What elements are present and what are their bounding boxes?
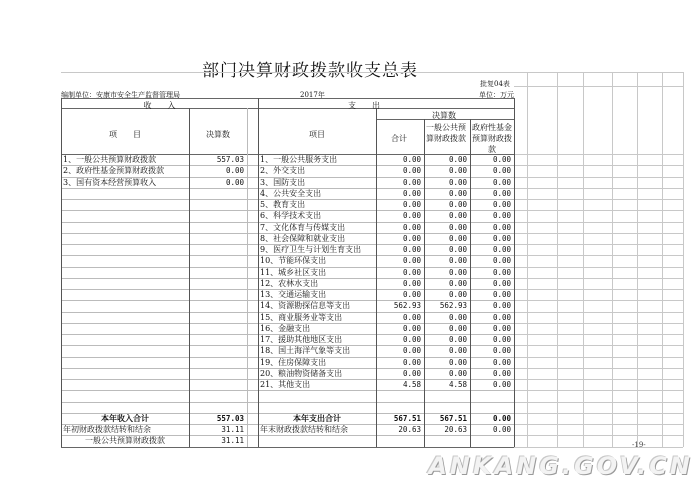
row-income-value [189, 379, 244, 390]
row-income-value [189, 210, 244, 221]
row-general-value: 0.00 [448, 211, 467, 221]
grid-line [61, 98, 514, 99]
grid-line [514, 300, 683, 301]
summary-general-value: 567.51 [439, 413, 467, 423]
row-fund-value: 0.00 [492, 245, 511, 254]
row-income-item: 2、政府性基金预算财政拨款 [63, 166, 165, 176]
row-expense-item: 6、科学技术支出 [260, 211, 322, 221]
row-general-value: 0.00 [448, 312, 467, 322]
row-fund-value: 0.00 [492, 267, 511, 277]
summary-total-value: 20.63 [398, 425, 421, 434]
row-total-value: 0.00 [402, 335, 421, 344]
grid-line [514, 98, 515, 447]
row-fund-value: 0.00 [492, 335, 511, 344]
summary-general-value [424, 435, 467, 446]
summary-income-value: 31.11 [221, 436, 244, 446]
grid-line [258, 98, 259, 447]
row-general-value: 0.00 [448, 368, 467, 378]
summary-income-item: 本年收入合计 [101, 412, 149, 423]
row-fund-value: 0.00 [492, 166, 511, 176]
row-income-value [189, 222, 244, 233]
grid-line [514, 424, 683, 425]
row-income-value [189, 368, 244, 379]
row-general-value: 0.00 [448, 335, 467, 344]
unit-label: 单位：万元 [479, 91, 514, 99]
row-income-item [63, 357, 187, 368]
row-fund-value: 0.00 [492, 188, 511, 198]
row-expense-item: 5、教育支出 [260, 200, 306, 209]
income-item-header: 项 目 [109, 130, 141, 139]
grid-line [514, 357, 683, 358]
row-income-value [189, 199, 244, 210]
row-general-value: 0.00 [448, 267, 467, 277]
row-total-value: 562.93 [393, 301, 421, 311]
row-total-value: 0.00 [402, 278, 421, 288]
row-expense-item: 9、医疗卫生与计划生育支出 [260, 245, 362, 254]
grid-line [514, 368, 683, 369]
grid-line [514, 154, 683, 155]
row-fund-value: 0.00 [492, 346, 511, 356]
row-total-value: 0.00 [402, 368, 421, 378]
row-expense-item: 2、外交支出 [260, 166, 306, 176]
row-income-item [63, 199, 187, 210]
row-income-item: 3、国有资本经营预算收入 [63, 177, 157, 187]
row-income-value [189, 357, 244, 368]
income-header: 收 入 [143, 101, 176, 110]
row-total-value: 4.58 [402, 380, 421, 389]
row-income-value [189, 289, 244, 300]
form-number: 批复04表 [480, 80, 510, 88]
summary-expense-item: 年末财政拨款结转和结余 [260, 425, 348, 434]
grid-line [514, 278, 683, 279]
row-general-value: 0.00 [448, 177, 467, 187]
row-income-item [63, 244, 187, 255]
grid-line [61, 72, 683, 73]
grid-line [514, 86, 683, 87]
row-expense-item: 1、一般公共服务支出 [260, 155, 338, 164]
row-income-item [63, 368, 187, 379]
row-total-value: 0.00 [402, 166, 421, 176]
summary-income-value: 31.11 [221, 425, 244, 434]
grid-line [514, 177, 683, 178]
summary-fund-value: 0.00 [492, 425, 511, 434]
row-fund-value: 0.00 [492, 323, 511, 333]
row-income-value [189, 233, 244, 244]
page-number: -19- [632, 441, 646, 449]
row-fund-value: 0.00 [492, 222, 511, 232]
row-fund-value: 0.00 [492, 177, 511, 187]
row-general-value: 0.00 [448, 290, 467, 299]
row-income-item: 1、一般公共预算财政拨款 [63, 155, 157, 164]
row-general-value: 0.00 [448, 233, 467, 243]
row-general-value: 0.00 [448, 200, 467, 209]
row-total-value: 0.00 [402, 290, 421, 299]
row-expense-item: 16、金融支出 [260, 323, 311, 333]
row-general-value: 0.00 [448, 188, 467, 198]
grid-line [61, 447, 514, 448]
grid-line [514, 165, 683, 166]
summary-general-value: 20.63 [444, 425, 467, 434]
row-total-value: 0.00 [402, 267, 421, 277]
expense-item-header: 项目 [309, 130, 325, 139]
row-income-item [63, 210, 187, 221]
row-total-value: 0.00 [402, 233, 421, 243]
row-general-value: 0.00 [448, 323, 467, 333]
row-expense-item: 15、商业服务业等支出 [260, 312, 343, 322]
row-fund-value: 0.00 [492, 256, 511, 266]
row-total-value: 0.00 [402, 222, 421, 232]
row-general-value: 0.00 [448, 278, 467, 288]
row-income-item [63, 267, 187, 278]
row-fund-value: 0.00 [492, 155, 511, 164]
row-income-value [189, 345, 244, 356]
income-budget-header: 决算数 [206, 130, 230, 139]
summary-fund-value [470, 435, 511, 446]
summary-income-value: 557.03 [216, 413, 244, 423]
row-income-value [189, 334, 244, 345]
row-income-value: 557.03 [216, 155, 244, 164]
expense-budget-header: 决算数 [432, 111, 456, 120]
row-income-value [189, 323, 244, 334]
row-general-value: 0.00 [448, 222, 467, 232]
row-expense-item: 21、其他支出 [260, 380, 311, 389]
grid-line [514, 447, 683, 448]
grid-line [514, 188, 683, 189]
row-expense-item: 20、粮油物资储备支出 [260, 368, 343, 378]
grid-line [514, 199, 683, 200]
row-total-value: 0.00 [402, 200, 421, 209]
row-general-value: 0.00 [448, 245, 467, 254]
row-fund-value: 0.00 [492, 233, 511, 243]
row-income-value [189, 278, 244, 289]
row-expense-item: 7、文化体育与传媒支出 [260, 222, 346, 232]
grid-line [514, 210, 683, 211]
summary-income-item: 一般公共预算财政拨款 [85, 436, 165, 446]
org-name: 编制单位：安康市安全生产监督管理局 [61, 91, 180, 99]
row-total-value: 0.00 [402, 245, 421, 254]
grid-line [514, 413, 683, 414]
row-income-value [189, 255, 244, 266]
row-income-item [63, 222, 187, 233]
row-fund-value: 0.00 [492, 278, 511, 288]
grid-line [514, 345, 683, 346]
row-total-value: 0.00 [402, 323, 421, 333]
row-fund-value: 0.00 [492, 301, 511, 311]
row-income-item [63, 379, 187, 390]
row-expense-item: 8、社会保障和就业支出 [260, 233, 346, 243]
grid-line [514, 312, 683, 313]
row-fund-value: 0.00 [492, 368, 511, 378]
grid-line [514, 289, 683, 290]
row-expense-item: 10、节能环保支出 [260, 256, 327, 266]
grid-line [514, 402, 683, 403]
grid-line [247, 108, 248, 447]
row-income-value: 0.00 [225, 166, 244, 176]
row-expense-item: 11、城乡社区支出 [260, 267, 327, 277]
summary-total-value [376, 435, 421, 446]
grid-line [514, 334, 683, 335]
row-income-item [63, 323, 187, 334]
row-income-item [63, 255, 187, 266]
row-income-value [189, 244, 244, 255]
row-general-value: 562.93 [439, 301, 467, 311]
row-total-value: 0.00 [402, 211, 421, 221]
summary-income-item: 年初财政拨款结转和结余 [63, 425, 151, 434]
row-general-value: 4.58 [448, 380, 467, 389]
row-income-item [63, 233, 187, 244]
site-watermark: ANKANG.GOV.CN [428, 452, 693, 480]
report-title: 部门决算财政拨款收支总表 [202, 61, 418, 81]
grid-line [514, 255, 683, 256]
row-general-value: 0.00 [448, 346, 467, 356]
row-income-value [189, 312, 244, 323]
row-total-value: 0.00 [402, 256, 421, 266]
grid-line [514, 267, 683, 268]
summary-total-value: 567.51 [393, 413, 421, 423]
summary-fund-value: 0.00 [492, 413, 511, 423]
fund-budget-header: 政府性基金预算财政拨款 [472, 123, 512, 154]
row-expense-item: 18、国土海洋气象等支出 [260, 346, 351, 356]
row-expense-item: 19、住房保障支出 [260, 357, 327, 367]
grid-line [514, 390, 683, 391]
row-income-item [63, 289, 187, 300]
row-expense-item: 13、交通运输支出 [260, 290, 327, 299]
grid-line [514, 323, 683, 324]
row-general-value: 0.00 [448, 155, 467, 164]
row-income-value [189, 267, 244, 278]
row-fund-value: 0.00 [492, 357, 511, 367]
grid-line [61, 402, 514, 403]
row-fund-value: 0.00 [492, 380, 511, 389]
row-expense-item: 4、公共安全支出 [260, 188, 322, 198]
grid-line [61, 390, 514, 391]
row-income-item [63, 334, 187, 345]
total-header: 合计 [391, 134, 407, 143]
summary-expense-item [260, 435, 374, 446]
row-total-value: 0.00 [402, 177, 421, 187]
row-income-item [63, 300, 187, 311]
grid-line [683, 72, 684, 447]
grid-line [514, 435, 683, 436]
row-total-value: 0.00 [402, 188, 421, 198]
row-general-value: 0.00 [448, 256, 467, 266]
row-expense-item: 3、国防支出 [260, 177, 306, 187]
row-fund-value: 0.00 [492, 312, 511, 322]
row-total-value: 0.00 [402, 155, 421, 164]
grid-line [514, 379, 683, 380]
row-general-value: 0.00 [448, 166, 467, 176]
row-total-value: 0.00 [402, 357, 421, 367]
row-income-item [63, 312, 187, 323]
row-expense-item: 14、资源勘探信息等支出 [260, 301, 351, 311]
row-income-item [63, 188, 187, 199]
grid-line [514, 222, 683, 223]
expense-header: 支 出 [348, 101, 380, 110]
row-total-value: 0.00 [402, 346, 421, 356]
row-expense-item: 17、援助其他地区支出 [260, 335, 343, 344]
row-expense-item: 12、农林水支出 [260, 278, 319, 288]
row-fund-value: 0.00 [492, 200, 511, 209]
general-budget-header: 一般公共预算财政拨款 [426, 123, 466, 143]
row-income-value: 0.00 [225, 177, 244, 187]
row-income-value [189, 300, 244, 311]
row-fund-value: 0.00 [492, 290, 511, 299]
row-income-value [189, 188, 244, 199]
row-general-value: 0.00 [448, 357, 467, 367]
report-year: 2017年 [300, 91, 325, 99]
row-total-value: 0.00 [402, 312, 421, 322]
summary-expense-item: 本年支出合计 [293, 412, 341, 423]
grid-line [514, 233, 683, 234]
grid-line [514, 244, 683, 245]
grid-line [61, 98, 62, 447]
row-income-item [63, 345, 187, 356]
row-fund-value: 0.00 [492, 211, 511, 221]
row-income-item [63, 278, 187, 289]
